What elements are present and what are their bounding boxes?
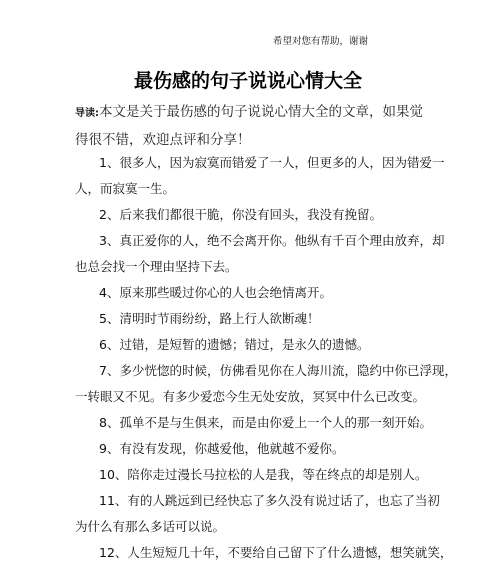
intro-label: 导读: [75,108,99,119]
list-item: 12、人生短短几十年，不要给自己留下了什么遗憾，想笑就笑， [99,545,453,560]
list-item: 10、陪你走过漫长马拉松的人是我，等在终点的却是别人。 [99,467,428,482]
list-item: 5、清明时节雨纷纷，路上行人欲断魂！ [99,311,320,326]
list-item: 9、有没有发现，你越爱他，他就越不爱你。 [99,441,345,456]
page-title: 最伤感的句子说说心情大全 [133,70,362,92]
list-item: 11、有的人跳远到已经快忘了多久没有说过话了，也忘了当初 [99,493,440,508]
list-item: 6、过错，是短暂的遗憾；错过，是永久的遗憾。 [99,337,370,352]
list-item: 3、真正爱你的人，绝不会离开你。他纵有千百个理由放弃，却 [99,233,445,248]
list-item: 2、后来我们都很干脆，你没有回头，我没有挽留。 [99,207,382,222]
header-note: 希望对您有帮助，谢谢 [273,36,369,47]
intro-text: 本文是关于最伤感的句子说说心情大全的文章，如果觉得很不错，欢迎点评和分享！ [75,104,423,148]
list-item-continuation: 一转眼又不见。有多少爱恋今生无处安放，冥冥中什么已改变。 [75,389,426,404]
list-item-continuation: 为什么有那么多话可以说。 [75,519,226,534]
list-item: 8、孤单不是与生俱来，而是由你爱上一个人的那一刻开始。 [99,415,432,430]
intro-paragraph [75,99,435,153]
list-item-continuation: 人，而寂寞一生。 [75,181,176,196]
list-item-continuation: 也总会找一个理由坚持下去。 [75,259,238,274]
list-item: 4、原来那些暖过你心的人也会绝情离开。 [99,285,332,300]
list-item: 7、多少恍惚的时候，仿佛看见你在人海川流，隐约中你已浮现， [99,363,457,378]
list-item: 1、很多人，因为寂寞而错爱了一人，但更多的人，因为错爱一 [99,155,445,170]
